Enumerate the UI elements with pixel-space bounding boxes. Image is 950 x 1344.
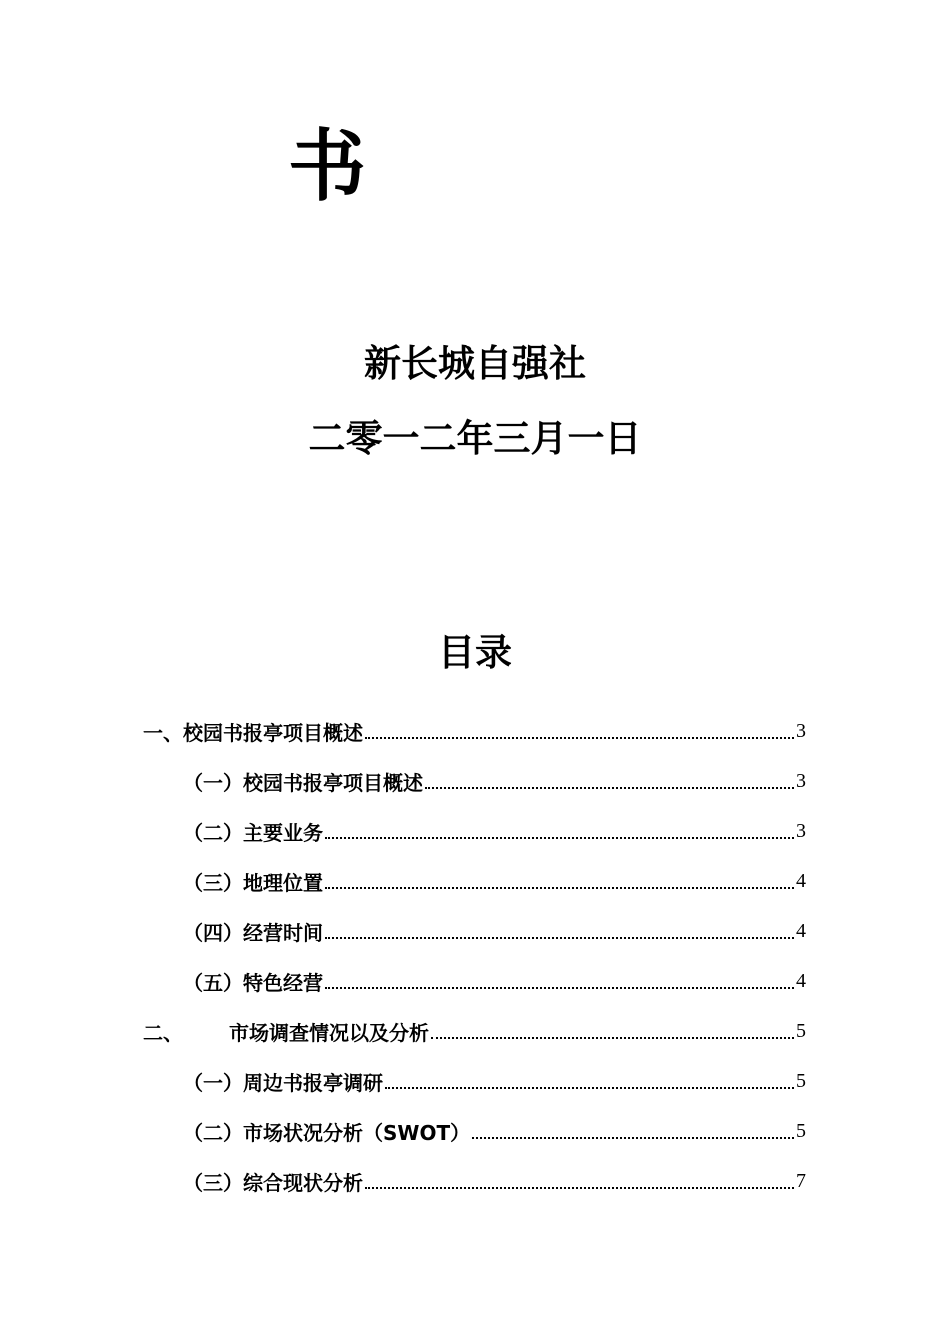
toc-entry-text: 市场调查情况以及分析 <box>229 1020 429 1045</box>
toc-entry-page: 5 <box>796 1119 806 1142</box>
toc-entry[interactable] <box>143 706 806 756</box>
toc-leader <box>472 1137 794 1139</box>
toc-leader <box>365 1187 794 1189</box>
toc-entry[interactable] <box>143 1006 806 1056</box>
toc-entry-page: 4 <box>796 919 806 942</box>
toc-entry-label: （二）市场状况分析（SWOT） <box>183 1120 471 1145</box>
toc-entry-label: （三）地理位置 <box>183 870 323 895</box>
toc-entry-page: 4 <box>796 869 806 892</box>
toc-entry-page: 3 <box>796 819 806 842</box>
toc-entry[interactable] <box>143 756 806 806</box>
toc-entry-page: 5 <box>796 1069 806 1092</box>
toc-entry-label: （一）校园书报亭项目概述 <box>183 770 423 795</box>
toc-leader <box>325 987 794 989</box>
toc-leader <box>325 887 794 889</box>
toc-entry-page: 5 <box>796 1019 806 1042</box>
toc-leader <box>325 937 794 939</box>
toc-entry-page: 4 <box>796 969 806 992</box>
cover-title-fragment: 书 <box>288 121 367 212</box>
toc-entry-label <box>143 1017 429 1046</box>
toc-leader <box>365 737 794 739</box>
table-of-contents <box>143 706 806 1206</box>
toc-entry[interactable] <box>143 906 806 956</box>
toc-entry[interactable] <box>143 956 806 1006</box>
toc-entry-page: 3 <box>796 769 806 792</box>
toc-leader <box>385 1087 794 1089</box>
toc-leader <box>325 837 794 839</box>
toc-entry[interactable] <box>143 1056 806 1106</box>
toc-entry-label: （一）周边书报亭调研 <box>183 1070 383 1095</box>
toc-leader <box>425 787 794 789</box>
toc-entry-label: （三）综合现状分析 <box>183 1170 363 1195</box>
toc-entry-label: 一、校园书报亭项目概述 <box>143 720 363 745</box>
toc-leader <box>431 1037 794 1039</box>
toc-entry-page: 3 <box>796 719 806 742</box>
toc-entry[interactable] <box>143 806 806 856</box>
toc-entry-label: （二）主要业务 <box>183 820 323 845</box>
organization-name: 新长城自强社 <box>364 342 586 385</box>
toc-entry[interactable] <box>143 856 806 906</box>
toc-entry-label: （四）经营时间 <box>183 920 323 945</box>
toc-entry-number: 二、 <box>143 1020 183 1045</box>
toc-title: 目录 <box>438 631 512 674</box>
toc-entry[interactable] <box>143 1106 806 1156</box>
toc-entry[interactable] <box>143 1156 806 1206</box>
toc-entry-label: （五）特色经营 <box>183 970 323 995</box>
document-date: 二零一二年三月一日 <box>308 417 642 460</box>
toc-entry-page: 7 <box>796 1169 806 1192</box>
